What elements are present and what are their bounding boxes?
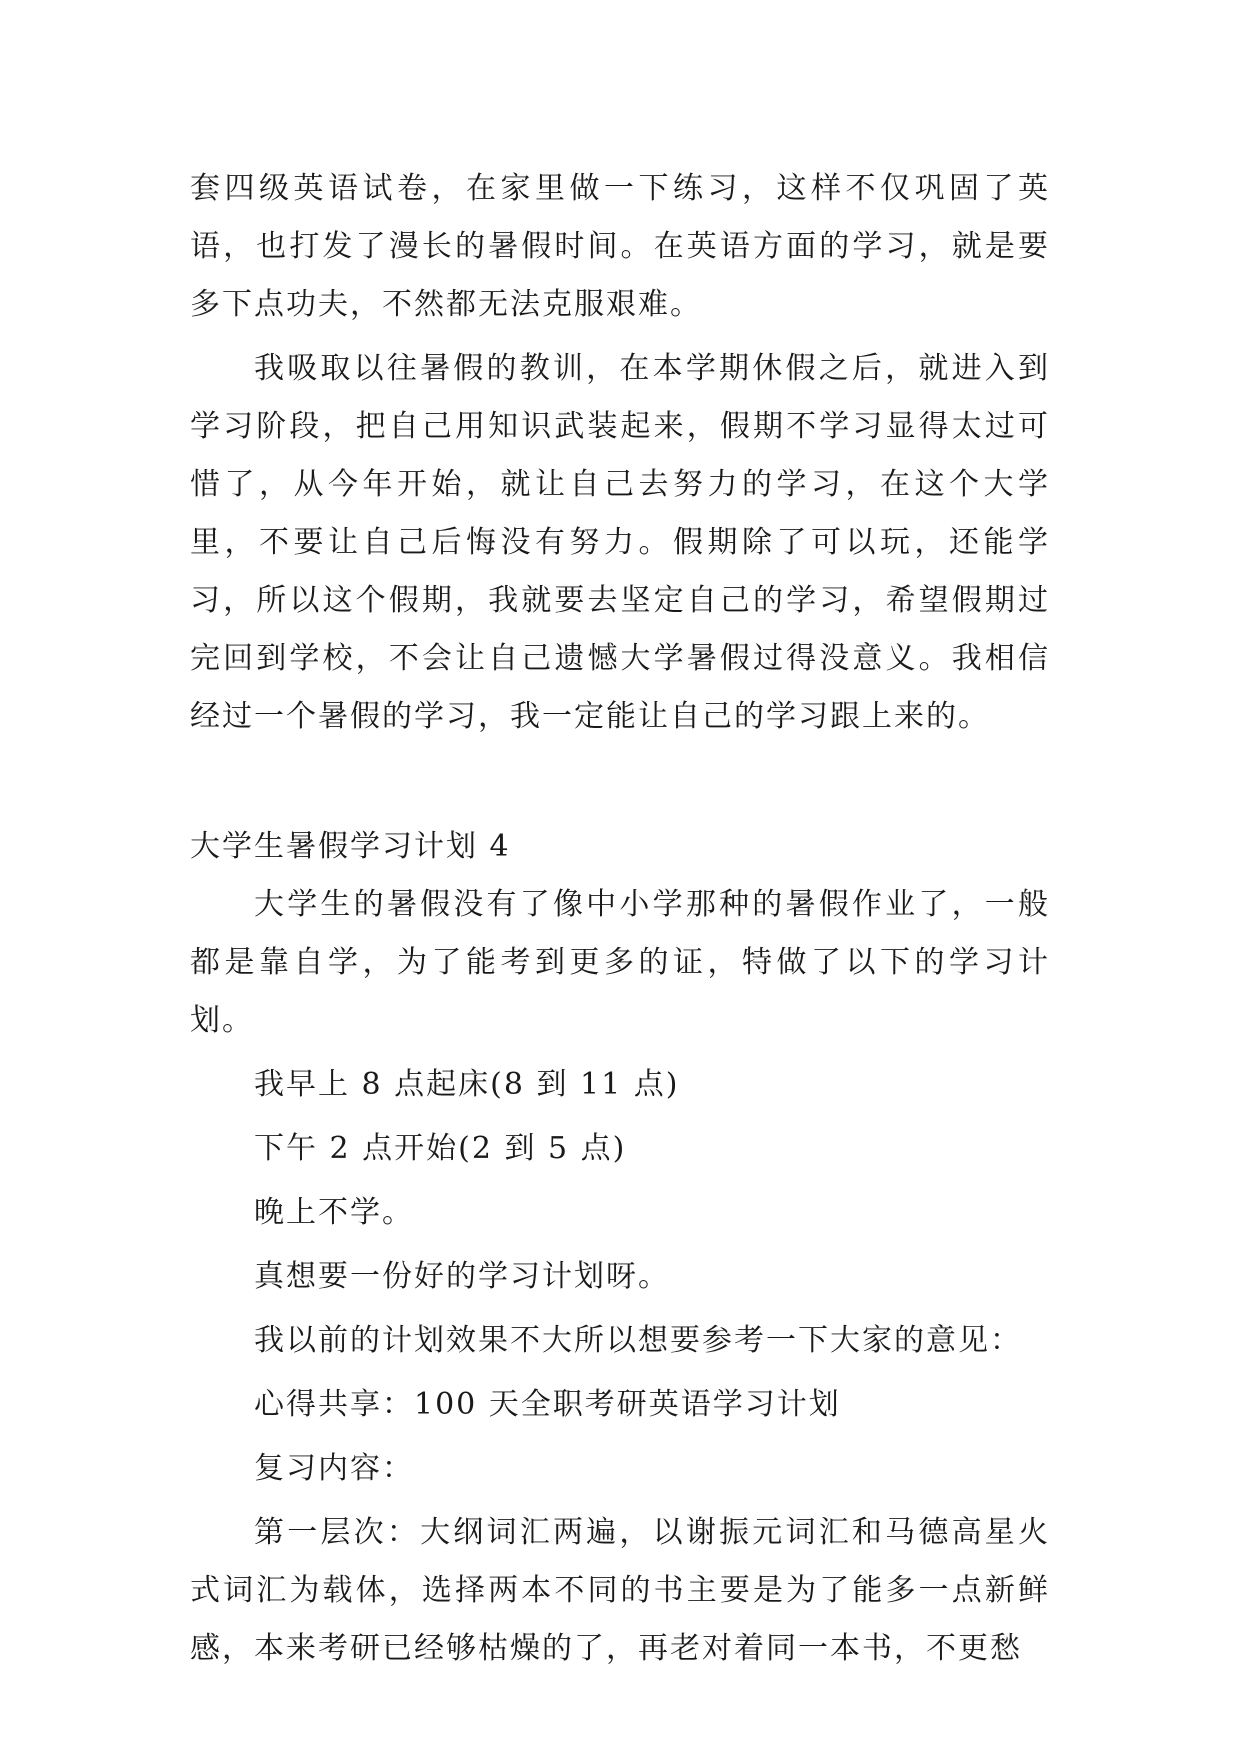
document-page: [190, 160, 1050, 1684]
paragraph: 我早上 8 点起床(8 到 11 点): [254, 1067, 680, 1102]
paragraph: 套四级英语试卷，在家里做一下练习，这样不仅巩固了英语，也打发了漫长的暑假时间。在英语方面的学习，就是要多下点功夫，不然都无法克服艰难。: [190, 171, 1050, 322]
paragraph: 心得共享：100 天全职考研英语学习计划: [254, 1387, 841, 1422]
paragraph: 我以前的计划效果不大所以想要参考一下大家的意见：: [254, 1323, 1022, 1358]
section-heading: 大学生暑假学习计划 4: [190, 829, 511, 864]
paragraph: 我吸取以往暑假的教训，在本学期休假之后，就进入到学习阶段，把自己用知识武装起来，假期不学习显得太过可惜了，从今年开始，就让自己去努力的学习，在这个大学里，不要让自己后悔没有努力。假期除了可以玩，还能学习，所以这个假期，我就要去坚定自己的学习，希望假期过完回到学校，不会让自己遗憾大学暑假过得没意义。我相信经过一个暑假的学习，我一定能让自己的学习跟上来的。: [190, 351, 1050, 734]
paragraph: 复习内容：: [254, 1451, 414, 1486]
paragraph: 晚上不学。: [254, 1195, 414, 1230]
paragraph: 第一层次：大纲词汇两遍，以谢振元词汇和马德高星火式词汇为载体，选择两本不同的书主要是为了能多一点新鲜感，本来考研已经够枯燥的了，再老对着同一本书，不更愁: [190, 1515, 1050, 1666]
paragraph: 真想要一份好的学习计划呀。: [254, 1259, 670, 1294]
paragraph: 下午 2 点开始(2 到 5 点): [254, 1131, 627, 1166]
paragraph: 大学生的暑假没有了像中小学那种的暑假作业了，一般都是靠自学，为了能考到更多的证，特做了以下的学习计划。: [190, 887, 1050, 1038]
